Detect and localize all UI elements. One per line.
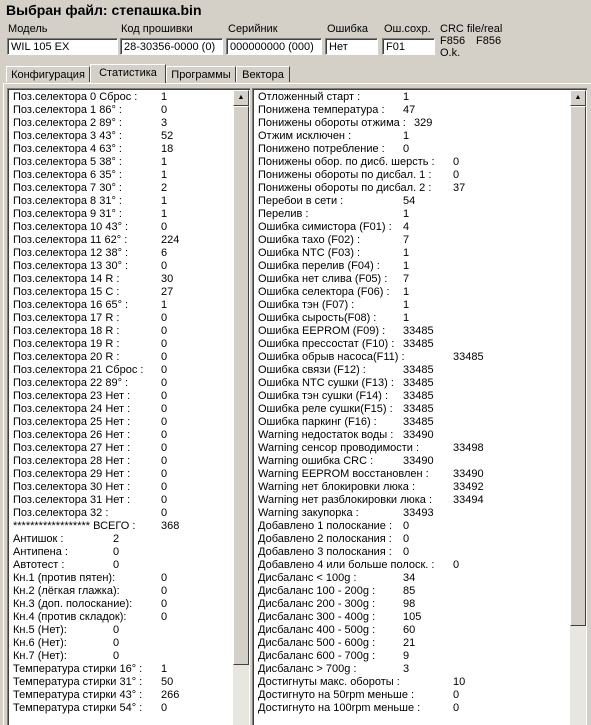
stat-label: Добавлено 2 полоскания : (258, 533, 392, 545)
stat-value: 3 (161, 117, 168, 129)
crc-file-value: F856 (440, 35, 466, 47)
stat-label: Поз.селектора 21 Сброс : (13, 364, 144, 376)
stat-label: Поз.селектора 8 31° : (13, 195, 122, 207)
stat-value: 0 (161, 481, 168, 493)
stat-value: 33493 (403, 507, 434, 519)
stat-label: Дисбаланс 200 - 300g : (258, 598, 376, 610)
right-stats-list[interactable] (252, 88, 587, 725)
stat-value: 329 (414, 117, 433, 129)
stat-value: 47 (403, 104, 416, 116)
stat-value: 0 (453, 156, 460, 168)
stat-value: 33485 (403, 338, 434, 350)
error-label: Ошибка (327, 23, 368, 35)
stat-value: 33490 (403, 455, 434, 467)
error-field[interactable]: Нет (325, 38, 378, 55)
stat-label: Дисбаланс 100 - 200g : (258, 585, 376, 597)
stat-value: 85 (403, 585, 416, 597)
stat-label: Поз.селектора 12 38° : (13, 247, 129, 259)
stat-value: 0 (161, 702, 168, 714)
stat-label: Достигнуто на 50rpm меньше : (258, 689, 415, 701)
stat-value: 0 (453, 702, 460, 714)
stat-label: Ошибка тэн сушки (F14) : (258, 390, 389, 402)
stat-label: Ошибка реле сушки(F15) : (258, 403, 393, 415)
stat-label: Поз.селектора 23 Нет : (13, 390, 131, 402)
stat-label: Понижена температура : (258, 104, 385, 116)
stat-value: 0 (161, 403, 168, 415)
stat-label: Кн.7 (Нет): (13, 650, 67, 662)
stat-value: 0 (161, 338, 168, 350)
stat-value: 33485 (403, 377, 434, 389)
stat-value: 33485 (453, 351, 484, 363)
stat-value: 7 (403, 234, 410, 246)
model-field[interactable]: WIL 105 EX (7, 38, 118, 55)
stat-value: 34 (403, 572, 416, 584)
stat-label: Поз.селектора 3 43° : (13, 130, 122, 142)
stat-value: 27 (161, 286, 174, 298)
tab-vectors[interactable]: Вектора (236, 66, 290, 82)
stat-value: 0 (161, 468, 168, 480)
stat-label: Кн.1 (против пятен): (13, 572, 116, 584)
stat-value: 0 (403, 143, 410, 155)
stat-value: 9 (403, 650, 410, 662)
model-label: Модель (8, 23, 48, 35)
stat-label: Поз.селектора 6 35° : (13, 169, 122, 181)
stat-value: 0 (161, 312, 168, 324)
stat-value: 98 (403, 598, 416, 610)
stat-label: Поз.селектора 4 63° : (13, 143, 122, 155)
serial-label: Серийник (228, 23, 278, 35)
stat-label: Добавлено 4 или больше полоск. : (258, 559, 435, 571)
stat-label: Ошибка паркинг (F16) : (258, 416, 377, 428)
stat-value: 0 (161, 572, 168, 584)
stat-label: Ошибка EEPROM (F09) : (258, 325, 386, 337)
stat-value: 0 (453, 559, 460, 571)
stat-label: Автотест : (13, 559, 65, 571)
stat-label: Поз.селектора 19 R : (13, 338, 120, 350)
stat-label: Поз.селектора 15 C : (13, 286, 120, 298)
stat-label: Поз.селектора 17 R : (13, 312, 120, 324)
stat-label: Ошибка NTC (F03) : (258, 247, 361, 259)
stat-label: Температура стирки 54° : (13, 702, 143, 714)
stat-label: Поз.селектора 1 86° : (13, 104, 122, 116)
stat-value: 1 (403, 312, 410, 324)
stat-value: 0 (113, 546, 120, 558)
stat-label: Понижены обор. по дисб. шерсть : (258, 156, 435, 168)
stat-label: Поз.селектора 9 31° : (13, 208, 122, 220)
stat-label: Warning ошибка CRC : (258, 455, 374, 467)
stat-value: 0 (403, 546, 410, 558)
file-title: Выбран файл: степашка.bin (6, 2, 202, 18)
stat-value: 0 (113, 650, 120, 662)
stat-label: Ошибка тахо (F02) : (258, 234, 361, 246)
stat-label: Отжим исключен : (258, 130, 352, 142)
stat-label: Поз.селектора 20 R : (13, 351, 120, 363)
firmware-code-label: Код прошивки (121, 23, 193, 35)
stat-label: Ошибка связи (F12) : (258, 364, 366, 376)
stat-value: 224 (161, 234, 180, 246)
stat-label: Ошибка нет слива (F05) : (258, 273, 388, 285)
stat-value: 37 (453, 182, 466, 194)
stat-label: Достигнуто на 100rpm меньше : (258, 702, 421, 714)
saved-error-label: Ош.сохр. (384, 23, 431, 35)
stat-label: Warning сенсор проводимости : (258, 442, 420, 454)
stat-label: Поз.селектора 2 89° : (13, 117, 122, 129)
stat-value: 52 (161, 130, 174, 142)
stat-label: Понижены обороты отжима : (258, 117, 406, 129)
stat-label: Ошибка селектора (F06) : (258, 286, 390, 298)
scroll-thumb[interactable] (570, 106, 586, 626)
scroll-up-arrow-icon[interactable]: ▲ (570, 90, 586, 106)
stat-label: Ошибка прессостат (F10) : (258, 338, 395, 350)
stat-value: 0 (403, 533, 410, 545)
stat-value: 4 (403, 221, 410, 233)
left-stats-list[interactable] (7, 88, 250, 725)
stat-value: 0 (161, 611, 168, 623)
stat-label: Ошибка обрыв насоса(F11) : (258, 351, 405, 363)
stat-value: 2 (161, 182, 168, 194)
stat-label: Поз.селектора 24 Нет : (13, 403, 131, 415)
stat-label: Поз.селектора 13 30° : (13, 260, 129, 272)
stat-label: ****************** ВСЕГО : (13, 520, 136, 532)
stat-label: Кн.2 (лёгкая глажка): (13, 585, 120, 597)
stat-value: 1 (403, 299, 410, 311)
stat-label: Warning нет разблокировки люка : (258, 494, 433, 506)
stat-label: Поз.селектора 29 Нет : (13, 468, 131, 480)
stat-value: 1 (161, 195, 168, 207)
stat-label: Поз.селектора 0 Сброс : (13, 91, 138, 103)
stat-value: 33485 (403, 390, 434, 402)
stat-value: 368 (161, 520, 180, 532)
stat-value: 60 (403, 624, 416, 636)
stat-label: Поз.селектора 16 65° : (13, 299, 129, 311)
stat-label: Дисбаланс > 700g : (258, 663, 357, 675)
stat-label: Кн.5 (Нет): (13, 624, 67, 636)
scroll-thumb[interactable] (233, 106, 249, 665)
stat-value: 7 (403, 273, 410, 285)
stat-label: Поз.селектора 30 Нет : (13, 481, 131, 493)
stat-value: 33498 (453, 442, 484, 454)
stat-label: Поз.селектора 26 Нет : (13, 429, 131, 441)
stat-label: Warning закупорка : (258, 507, 359, 519)
stat-label: Кн.3 (доп. полоскание): (13, 598, 133, 610)
stat-label: Поз.селектора 18 R : (13, 325, 120, 337)
crc-info (440, 23, 502, 59)
stat-label: Поз.селектора 27 Нет : (13, 442, 131, 454)
stat-label: Кн.6 (Нет): (13, 637, 67, 649)
stat-value: 1 (403, 130, 410, 142)
stat-value: 0 (113, 637, 120, 649)
stat-label: Поз.селектора 14 R : (13, 273, 120, 285)
scroll-up-arrow-icon[interactable]: ▲ (233, 90, 249, 106)
stat-value: 1 (403, 260, 410, 272)
stat-label: Понижено потребление : (258, 143, 385, 155)
stat-value: 266 (161, 689, 180, 701)
stat-value: 1 (161, 91, 168, 103)
stat-label: Поз.селектора 11 62° : (13, 234, 128, 246)
stat-value: 33490 (403, 429, 434, 441)
left-scrollbar[interactable] (233, 90, 249, 725)
stat-label: Добавлено 3 полоскания : (258, 546, 392, 558)
stat-value: 0 (161, 429, 168, 441)
crc-status: O.k. (440, 47, 461, 59)
stat-label: Перелив : (258, 208, 309, 220)
stat-value: 0 (113, 559, 120, 571)
stat-label: Дисбаланс 600 - 700g : (258, 650, 376, 662)
tab-configuration[interactable]: Конфигурация (6, 66, 90, 82)
stat-value: 33492 (453, 481, 484, 493)
stat-value: 1 (403, 91, 410, 103)
stat-value: 18 (161, 143, 174, 155)
stat-value: 1 (161, 169, 168, 181)
stat-label: Кн.4 (против складок): (13, 611, 127, 623)
tab-programs[interactable]: Программы (166, 66, 236, 82)
stat-value: 0 (403, 520, 410, 532)
stat-value: 1 (403, 247, 410, 259)
stat-label: Ошибка перелив (F04) : (258, 260, 380, 272)
stat-label: Поз.селектора 28 Нет : (13, 455, 131, 467)
crc-real-value: F856 (476, 35, 502, 47)
stat-label: Понижены обороты по дисбал. 2 : (258, 182, 432, 194)
stat-value: 10 (453, 676, 466, 688)
stat-value: 0 (161, 442, 168, 454)
saved-error-field[interactable]: F01 (382, 38, 435, 55)
firmware-code-field[interactable]: 28-30356-0000 (0) (120, 38, 223, 55)
stat-label: Поз.селектора 31 Нет : (13, 494, 131, 506)
stat-value: 0 (161, 390, 168, 402)
stat-label: Ошибка NTC сушки (F13) : (258, 377, 394, 389)
stat-value: 0 (161, 416, 168, 428)
stat-label: Warning нет блокировки люка : (258, 481, 415, 493)
stat-value: 6 (161, 247, 168, 259)
stat-value: 33485 (403, 403, 434, 415)
crc-label: CRC file/real (440, 23, 503, 35)
stat-label: Поз.селектора 32 : (13, 507, 109, 519)
stat-value: 0 (161, 585, 168, 597)
stat-value: 0 (161, 455, 168, 467)
stat-value: 0 (161, 351, 168, 363)
stat-label: Дисбаланс < 100g : (258, 572, 357, 584)
stat-value: 2 (113, 533, 120, 545)
stat-label: Температура стирки 43° : (13, 689, 143, 701)
stat-label: Ошибка симистора (F01) : (258, 221, 392, 233)
stat-value: 54 (403, 195, 416, 207)
stat-value: 0 (161, 494, 168, 506)
stat-label: Отложенный старт : (258, 91, 361, 103)
stat-label: Ошибка тэн (F07) : (258, 299, 355, 311)
stat-value: 0 (161, 260, 168, 272)
stat-value: 0 (113, 624, 120, 636)
stat-value: 0 (161, 221, 168, 233)
stat-label: Достигнуты макс. обороты : (258, 676, 400, 688)
stat-label: Warning недостаток воды : (258, 429, 394, 441)
serial-field[interactable]: 000000000 (000) (226, 38, 322, 55)
stat-value: 1 (161, 299, 168, 311)
stat-value: 1 (161, 156, 168, 168)
stat-label: Антишок : (13, 533, 64, 545)
stat-label: Дисбаланс 500 - 600g : (258, 637, 376, 649)
stat-value: 0 (161, 104, 168, 116)
stat-label: Температура стирки 31° : (13, 676, 143, 688)
stat-label: Поз.селектора 10 43° : (13, 221, 129, 233)
stat-value: 1 (403, 208, 410, 220)
stat-value: 33490 (453, 468, 484, 480)
stat-value: 105 (403, 611, 422, 623)
stat-value: 33485 (403, 325, 434, 337)
stat-label: Поз.селектора 7 30° : (13, 182, 122, 194)
stat-label: Дисбаланс 300 - 400g : (258, 611, 376, 623)
stat-value: 0 (161, 507, 168, 519)
stat-value: 0 (161, 598, 168, 610)
stat-value: 50 (161, 676, 174, 688)
stat-value: 0 (161, 364, 168, 376)
stat-value: 0 (453, 689, 460, 701)
stat-label: Дисбаланс 400 - 500g : (258, 624, 376, 636)
stat-value: 33494 (453, 494, 484, 506)
stat-label: Поз.селектора 22 89° : (13, 377, 129, 389)
stat-label: Поз.селектора 5 38° : (13, 156, 122, 168)
stat-label: Понижены обороты по дисбал. 1 : (258, 169, 432, 181)
stat-value: 33485 (403, 416, 434, 428)
stat-value: 0 (161, 377, 168, 389)
stat-value: 30 (161, 273, 174, 285)
stat-label: Поз.селектора 25 Нет : (13, 416, 131, 428)
stat-value: 0 (453, 169, 460, 181)
stat-label: Антипена : (13, 546, 68, 558)
stat-value: 1 (161, 663, 168, 675)
tab-statistics[interactable]: Статистика (90, 64, 166, 83)
stat-value: 0 (161, 325, 168, 337)
stat-label: Warning EEPROM восстановлен : (258, 468, 429, 480)
right-scrollbar[interactable] (570, 90, 586, 725)
stat-label: Температура стирки 16° : (13, 663, 143, 675)
stat-value: 1 (161, 208, 168, 220)
stat-value: 1 (403, 286, 410, 298)
stat-label: Ошибка сырость(F08) : (258, 312, 377, 324)
stat-value: 21 (403, 637, 416, 649)
stat-value: 33485 (403, 364, 434, 376)
stat-label: Перебои в сети : (258, 195, 344, 207)
stat-value: 3 (403, 663, 410, 675)
stat-label: Добавлено 1 полоскание : (258, 520, 393, 532)
